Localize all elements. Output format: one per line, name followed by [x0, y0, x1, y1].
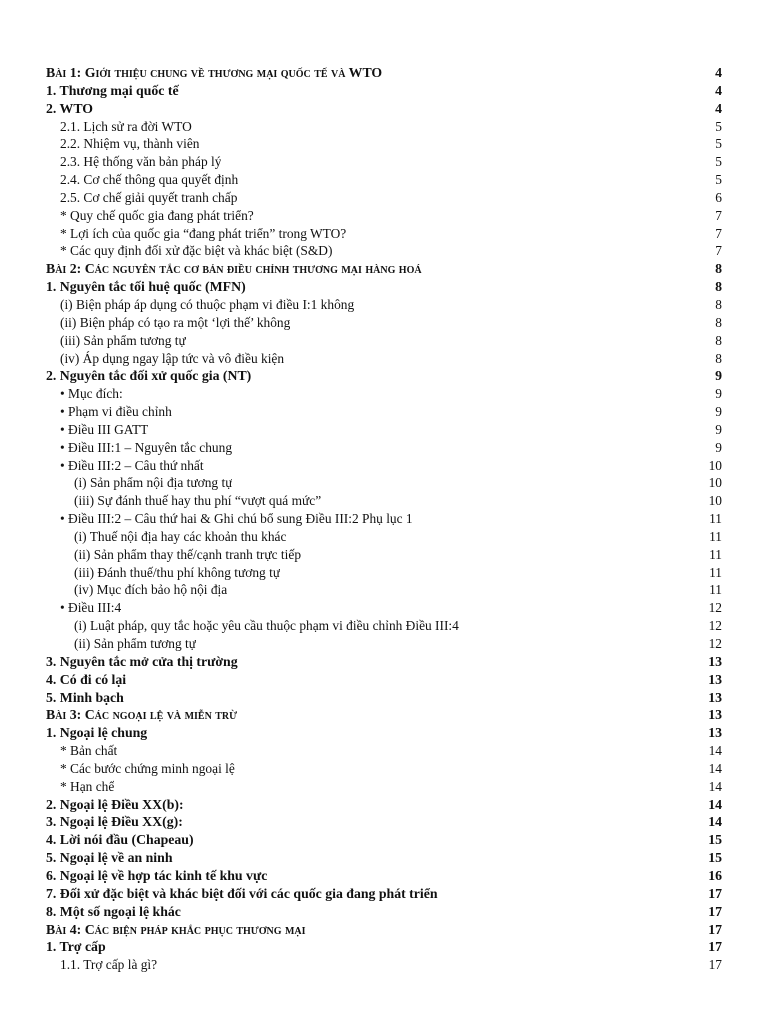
toc-entry-page-number: 4 — [715, 65, 722, 80]
toc-subsection-entry[interactable] — [46, 492, 722, 510]
toc-entry-title: • Mục đích: — [60, 386, 123, 402]
toc-section-entry[interactable] — [46, 653, 722, 671]
toc-entry-title: (iv) Mục đích bảo hộ nội địa — [74, 582, 228, 598]
toc-entry-page-number: 10 — [708, 457, 722, 473]
toc-entry-page-number: 8 — [715, 314, 722, 330]
toc-entry-title: • Điều III:4 — [60, 600, 122, 616]
toc-subsection-entry[interactable] — [46, 421, 722, 439]
toc-entry-title: 1. Trợ cấp — [46, 939, 106, 955]
toc-entry-title: 2. Ngoại lệ Điều XX(b): — [46, 796, 184, 812]
toc-entry-title: (iv) Áp dụng ngay lập tức và vô điều kiện — [60, 350, 285, 366]
toc-entry-title: 1.1. Trợ cấp là gì? — [60, 957, 158, 973]
toc-entry-page-number: 5 — [715, 118, 722, 134]
toc-entry-page-number: 17 — [708, 921, 722, 937]
toc-subsection-entry[interactable] — [46, 171, 722, 189]
toc-chapter-entry[interactable] — [46, 260, 722, 278]
toc-entry-page-number: 12 — [708, 636, 722, 651]
toc-entry-page-number: 11 — [709, 582, 722, 598]
toc-entry-page-number: 17 — [708, 957, 722, 973]
toc-entry-title: * Bản chất — [60, 743, 118, 759]
toc-subsection-entry[interactable] — [46, 474, 722, 492]
toc-entry-page-number: 11 — [709, 546, 722, 562]
toc-entry-page-number: 14 — [708, 760, 722, 776]
toc-entry-title: 5. Minh bạch — [46, 689, 124, 705]
toc-entry-title: 1. Thương mại quốc tế — [46, 82, 179, 98]
toc-entry-page-number: 8 — [715, 279, 722, 295]
toc-entry-page-number: 12 — [708, 618, 722, 634]
toc-section-entry[interactable] — [46, 724, 722, 742]
toc-entry-page-number: 17 — [708, 903, 722, 919]
toc-entry-page-number: 14 — [708, 778, 722, 794]
toc-entry-page-number: 13 — [708, 707, 722, 723]
toc-entry-page-number: 17 — [708, 885, 722, 901]
toc-entry-page-number: 6 — [715, 189, 722, 205]
toc-entry-title: • Điều III:2 – Câu thứ hai & Ghi chú bổ sung Điều III:2 Phụ lục 1 — [60, 511, 413, 527]
toc-chapter-entry[interactable] — [46, 64, 722, 82]
toc-entry-title: 2.4. Cơ chế thông qua quyết định — [60, 172, 239, 188]
toc-entry-page-number: 15 — [708, 850, 722, 866]
toc-entry-page-number: 14 — [708, 796, 722, 812]
toc-section-entry[interactable] — [46, 796, 722, 814]
toc-entry-title: (iii) Đánh thuế/thu phí không tương tự — [74, 564, 281, 580]
toc-entry-title: 2.5. Cơ chế giải quyết tranh chấp — [60, 189, 238, 205]
toc-entry-title: 3. Nguyên tắc mở cửa thị trường — [46, 653, 238, 669]
toc-entry-title: (i) Thuế nội địa hay các khoản thu khác — [74, 528, 287, 544]
toc-entry-title: 2.2. Nhiệm vụ, thành viên — [60, 136, 200, 152]
toc-entry-page-number: 13 — [708, 689, 722, 705]
toc-subsection-entry[interactable] — [46, 439, 722, 457]
toc-subsection-entry[interactable] — [46, 350, 722, 368]
toc-entry-page-number: 9 — [715, 368, 722, 384]
toc-entry-title: * Các bước chứng minh ngoại lệ — [60, 760, 235, 776]
toc-entry-page-number: 17 — [708, 939, 722, 955]
toc-entry-page-number: 10 — [708, 493, 722, 509]
toc-entry-page-number: 13 — [708, 671, 722, 687]
toc-section-entry[interactable] — [46, 367, 722, 385]
toc-subsection-entry[interactable] — [46, 385, 722, 403]
table-of-contents — [46, 64, 722, 974]
toc-entry-title: Bài 3: Các ngoại lệ và miễn trừ — [46, 707, 238, 723]
toc-section-entry[interactable] — [46, 278, 722, 296]
toc-entry-title: 1. Ngoại lệ chung — [46, 725, 148, 741]
toc-subsection-entry[interactable] — [46, 135, 722, 153]
toc-section-entry[interactable] — [46, 885, 722, 903]
toc-entry-title: 2.3. Hệ thống văn bản pháp lý — [60, 154, 222, 170]
toc-entry-page-number: 4 — [715, 82, 722, 98]
toc-subsection-entry[interactable] — [46, 457, 722, 475]
toc-subsection-entry[interactable] — [46, 742, 722, 760]
toc-entry-title: 1. Nguyên tắc tối huệ quốc (MFN) — [46, 279, 246, 295]
toc-subsection-entry[interactable] — [46, 564, 722, 582]
toc-entry-title: 7. Đối xử đặc biệt và khác biệt đối với các quốc gia đang phát triển — [46, 885, 438, 901]
toc-entry-title: * Hạn chế — [60, 778, 115, 794]
toc-entry-page-number: 9 — [715, 404, 722, 420]
toc-entry-page-number: 7 — [715, 207, 722, 223]
toc-subsection-entry[interactable] — [46, 118, 722, 136]
toc-entry-page-number: 9 — [715, 421, 722, 437]
toc-entry-title: Bài 4: Các biện pháp khắc phục thương mại — [46, 921, 306, 937]
toc-entry-title: 5. Ngoại lệ về an ninh — [46, 850, 173, 866]
toc-entry-title: (iii) Sản phẩm tương tự — [60, 332, 186, 348]
toc-entry-title: (i) Sản phẩm nội địa tương tự — [74, 475, 233, 491]
toc-entry-page-number: 7 — [715, 225, 722, 241]
toc-entry-page-number: 13 — [708, 653, 722, 669]
toc-entry-page-number: 10 — [708, 475, 722, 491]
toc-entry-page-number: 15 — [708, 832, 722, 848]
toc-entry-title: * Các quy định đối xử đặc biệt và khác biệt (S&D) — [60, 243, 333, 259]
toc-entry-page-number: 9 — [715, 439, 722, 455]
toc-entry-page-number: 11 — [709, 511, 722, 527]
toc-subsection-entry[interactable] — [46, 510, 722, 528]
toc-section-entry[interactable] — [46, 831, 722, 849]
toc-subsection-entry[interactable] — [46, 242, 722, 260]
toc-entry-title: * Quy chế quốc gia đang phát triển? — [60, 207, 254, 223]
toc-entry-page-number: 4 — [715, 100, 722, 116]
toc-entry-title: (i) Biện pháp áp dụng có thuộc phạm vi điều I:1 không — [60, 296, 355, 312]
toc-subsection-entry[interactable] — [46, 207, 722, 225]
toc-subsection-entry[interactable] — [46, 635, 722, 653]
toc-entry-page-number: 8 — [715, 261, 722, 277]
toc-subsection-entry[interactable] — [46, 296, 722, 314]
toc-entry-title: (ii) Sản phẩm tương tự — [74, 636, 197, 651]
toc-section-entry[interactable] — [46, 813, 722, 831]
toc-entry-page-number: 11 — [709, 528, 722, 544]
toc-entry-page-number: 9 — [715, 386, 722, 402]
toc-entry-title: 2. Nguyên tắc đối xử quốc gia (NT) — [46, 368, 252, 384]
toc-entry-page-number: 5 — [715, 136, 722, 152]
toc-subsection-entry[interactable] — [46, 528, 722, 546]
toc-entry-title: * Lợi ích của quốc gia “đang phát triển” trong WTO? — [60, 225, 347, 241]
toc-entry-title: Bài 1: Giới thiệu chung về thương mại quốc tế và WTO — [46, 65, 383, 80]
toc-entry-title: 4. Lời nói đầu (Chapeau) — [46, 832, 194, 848]
toc-entry-title: (iii) Sự đánh thuế hay thu phí “vượt quá mức” — [74, 493, 322, 509]
toc-entry-page-number: 8 — [715, 296, 722, 312]
toc-subsection-entry[interactable] — [46, 225, 722, 243]
toc-subsection-entry[interactable] — [46, 189, 722, 207]
toc-entry-title: 6. Ngoại lệ về hợp tác kinh tế khu vực — [46, 867, 268, 883]
toc-entry-page-number: 5 — [715, 172, 722, 188]
toc-entry-title: 3. Ngoại lệ Điều XX(g): — [46, 814, 183, 830]
toc-section-entry[interactable] — [46, 100, 722, 118]
toc-entry-title: Bài 2: Các nguyên tắc cơ bản điều chỉnh thương mại hàng hoá — [46, 261, 422, 277]
toc-entry-title: • Điều III:1 – Nguyên tắc chung — [60, 439, 233, 455]
toc-entry-title: 4. Có đi có lại — [46, 671, 127, 687]
toc-entry-page-number: 7 — [715, 243, 722, 259]
toc-chapter-entry[interactable] — [46, 706, 722, 724]
toc-subsection-entry[interactable] — [46, 778, 722, 796]
toc-subsection-entry[interactable] — [46, 403, 722, 421]
toc-subsection-entry[interactable] — [46, 956, 722, 974]
toc-entry-page-number: 14 — [708, 814, 722, 830]
toc-entry-page-number: 16 — [708, 867, 722, 883]
toc-entry-title: (ii) Biện pháp có tạo ra một ‘lợi thế’ không — [60, 314, 291, 330]
toc-entry-page-number: 5 — [715, 154, 722, 170]
toc-subsection-entry[interactable] — [46, 546, 722, 564]
toc-entry-page-number: 12 — [708, 600, 722, 616]
toc-entry-title: • Điều III:2 – Câu thứ nhất — [60, 457, 204, 473]
toc-entry-title: 8. Một số ngoại lệ khác — [46, 903, 181, 919]
toc-section-entry[interactable] — [46, 671, 722, 689]
toc-section-entry[interactable] — [46, 849, 722, 867]
toc-entry-page-number: 8 — [715, 332, 722, 348]
toc-chapter-entry[interactable] — [46, 921, 722, 939]
toc-entry-title: • Điều III GATT — [60, 421, 149, 437]
toc-subsection-entry[interactable] — [46, 617, 722, 635]
toc-entry-page-number: 11 — [709, 564, 722, 580]
toc-entry-title: (ii) Sản phẩm thay thế/cạnh tranh trực tiếp — [74, 546, 302, 562]
toc-entry-page-number: 8 — [715, 350, 722, 366]
toc-entry-title: (i) Luật pháp, quy tắc hoặc yêu cầu thuộc phạm vi điều chỉnh Điều III:4 — [74, 618, 459, 634]
toc-entry-title: 2.1. Lịch sử ra đời WTO — [60, 118, 192, 134]
toc-subsection-entry[interactable] — [46, 581, 722, 599]
toc-entry-page-number: 13 — [708, 725, 722, 741]
toc-subsection-entry[interactable] — [46, 153, 722, 171]
toc-section-entry[interactable] — [46, 867, 722, 885]
toc-subsection-entry[interactable] — [46, 599, 722, 617]
toc-subsection-entry[interactable] — [46, 332, 722, 350]
toc-entry-title: • Phạm vi điều chỉnh — [60, 404, 172, 420]
toc-entry-page-number: 14 — [708, 743, 722, 759]
toc-entry-title: 2. WTO — [46, 100, 94, 116]
toc-subsection-entry[interactable] — [46, 314, 722, 332]
toc-section-entry[interactable] — [46, 689, 722, 707]
toc-section-entry[interactable] — [46, 903, 722, 921]
toc-section-entry[interactable] — [46, 82, 722, 100]
toc-section-entry[interactable] — [46, 938, 722, 956]
toc-subsection-entry[interactable] — [46, 760, 722, 778]
